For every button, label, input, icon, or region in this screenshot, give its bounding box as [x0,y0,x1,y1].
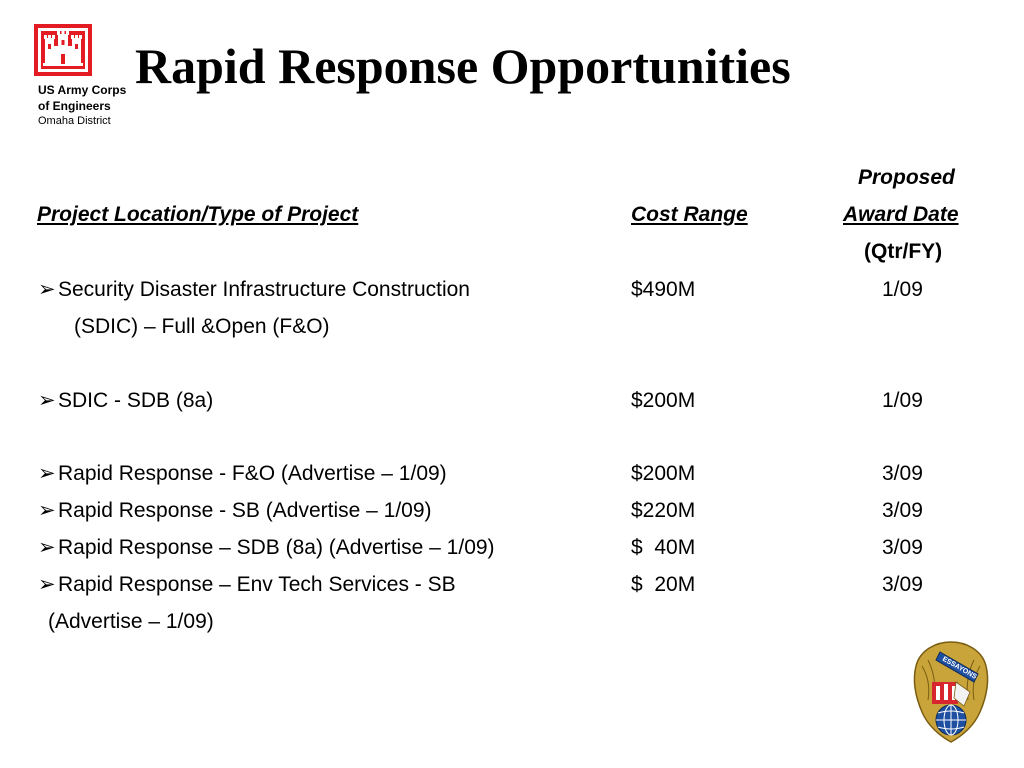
badge-motto: ESSAYONS [941,655,978,681]
header-award-date: Award Date [843,203,959,226]
regimental-crest-icon [906,636,996,746]
award-date-value: 1/09 [882,389,923,412]
project-description [38,388,213,414]
project-description [38,535,495,561]
arrow-bullet-icon: ➢ [38,499,56,522]
table-row [0,277,1024,314]
regimental-crest-badge [906,636,996,746]
project-continuation: (Advertise – 1/09) [48,610,214,633]
award-date-value: 3/09 [882,462,923,485]
cost-range-value: $220M [631,499,696,522]
award-date-value: 1/09 [882,278,923,301]
award-date-value: 3/09 [882,573,923,596]
table-row [0,461,1024,498]
project-description [38,572,456,598]
header-proposed: Proposed [858,166,955,189]
project-text: Rapid Response – Env Tech Services - SB [58,573,456,596]
cost-range-value: $200M [631,462,696,485]
project-text: Security Disaster Infrastructure Construction [58,278,470,301]
org-district: Omaha District [38,115,111,127]
project-description [38,461,447,487]
project-description [38,277,470,303]
header-project: Project Location/Type of Project [37,203,359,226]
project-text: Rapid Response - F&O (Advertise – 1/09) [58,462,447,485]
org-name-line1: US Army Corps [38,83,127,97]
table-row [0,535,1024,572]
cost-range-value: $ 20M [631,573,696,596]
project-continuation: (SDIC) – Full &Open (F&O) [74,315,330,338]
project-description [38,498,432,524]
arrow-bullet-icon: ➢ [38,573,56,596]
usace-castle-logo [34,24,92,76]
org-name-line2: of Engineers [38,99,111,113]
cost-range-value: $200M [631,389,696,412]
table-row [0,498,1024,535]
header-cost-range: Cost Range [631,203,748,226]
arrow-bullet-icon: ➢ [38,389,56,412]
project-text: SDIC - SDB (8a) [58,389,214,412]
award-date-value: 3/09 [882,536,923,559]
cost-range-value: $ 40M [631,536,696,559]
table-row [0,572,1024,609]
award-date-value: 3/09 [882,499,923,522]
castle-icon [34,24,92,76]
arrow-bullet-icon: ➢ [38,462,56,485]
table-row [0,388,1024,425]
slide-title: Rapid Response Opportunities [135,38,791,94]
project-text: Rapid Response – SDB (8a) (Advertise – 1/09) [58,536,495,559]
header-qtr-fy: (Qtr/FY) [864,240,943,263]
arrow-bullet-icon: ➢ [38,278,56,301]
arrow-bullet-icon: ➢ [38,536,56,559]
cost-range-value: $490M [631,278,696,301]
project-text: Rapid Response - SB (Advertise – 1/09) [58,499,432,522]
